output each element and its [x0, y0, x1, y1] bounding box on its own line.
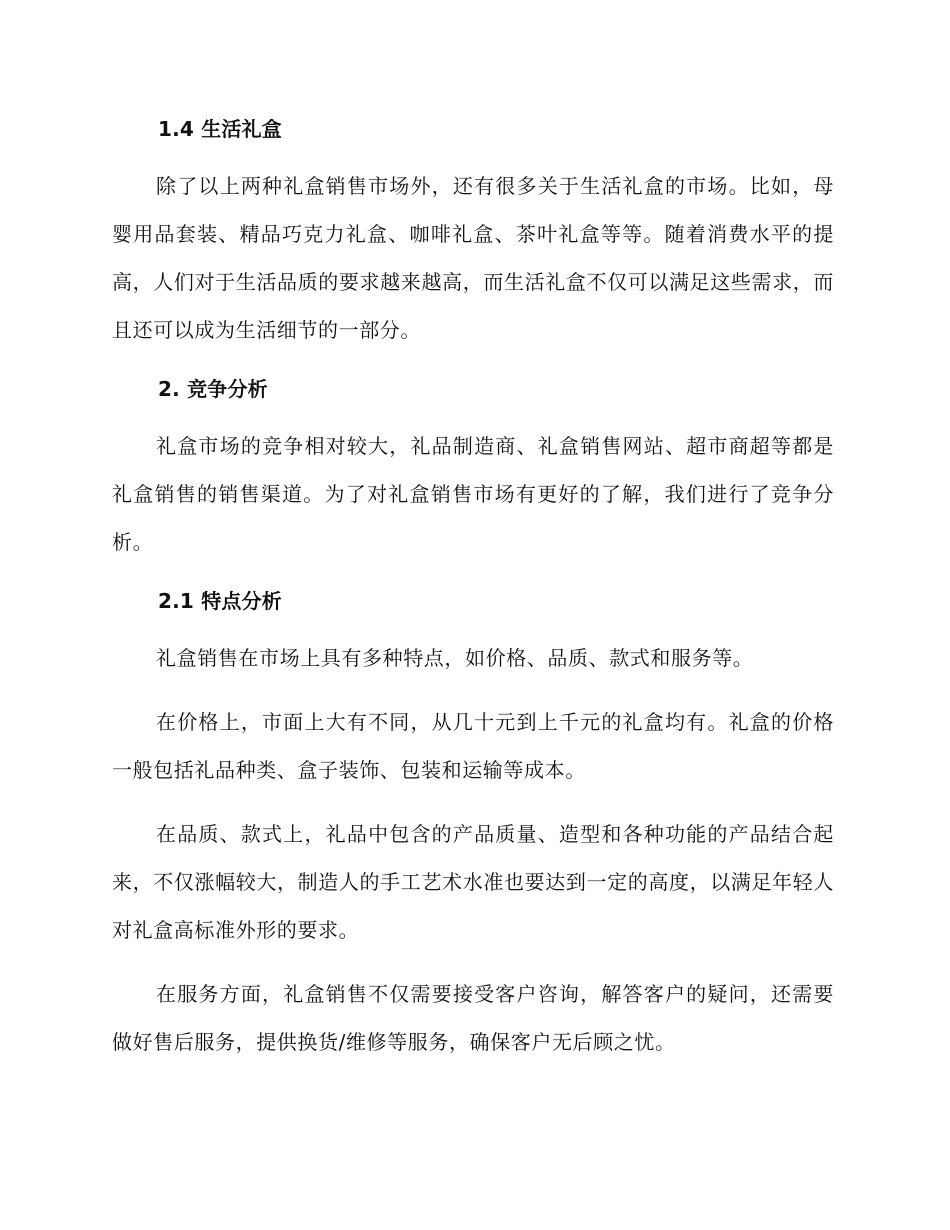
spacer	[112, 682, 834, 698]
spacer	[112, 354, 834, 370]
spacer	[112, 408, 834, 422]
spacer	[112, 566, 834, 582]
paragraph-quality-style: 在品质、款式上，礼品中包含的产品质量、造型和各种功能的产品结合起来，不仅涨幅较大，制造人的手工艺术水准也要达到一定的高度，以满足年轻人对礼盒高标准外形的要求。	[112, 822, 834, 942]
paragraph-features-overview: 礼盒销售在市场上具有多种特点，如价格、品质、款式和服务等。	[156, 646, 754, 670]
section-heading-2: 2. 竞争分析	[158, 377, 268, 401]
spacer	[112, 148, 834, 162]
spacer	[112, 620, 834, 634]
section-heading-2-1: 2.1 特点分析	[158, 589, 282, 613]
section-heading-1-4: 1.4 生活礼盒	[158, 117, 282, 141]
paragraph-competition-analysis: 礼盒市场的竞争相对较大，礼品制造商、礼盒销售网站、超市商超等都是礼盒销售的销售渠道。为了对礼盒销售市场有更好的了解，我们进行了竞争分析。	[112, 434, 834, 554]
paragraph-price: 在价格上，市面上大有不同，从几十元到上千元的礼盒均有。礼盒的价格一般包括礼品种类、盒子装饰、包装和运输等成本。	[112, 710, 834, 782]
document-body	[112, 110, 834, 1066]
paragraph-life-gift-box: 除了以上两种礼盒销售市场外，还有很多关于生活礼盒的市场。比如，母婴用品套装、精品巧克力礼盒、咖啡礼盒、茶叶礼盒等等。随着消费水平的提高，人们对于生活品质的要求越来越高，而生活礼盒不仅可以满足这些需求，而且还可以成为生活细节的一部分。	[112, 174, 834, 342]
paragraph-service: 在服务方面，礼盒销售不仅需要接受客户咨询，解答客户的疑问，还需要做好售后服务，提供换货/维修等服务，确保客户无后顾之忧。	[112, 982, 834, 1054]
spacer	[112, 954, 834, 970]
spacer	[112, 794, 834, 810]
